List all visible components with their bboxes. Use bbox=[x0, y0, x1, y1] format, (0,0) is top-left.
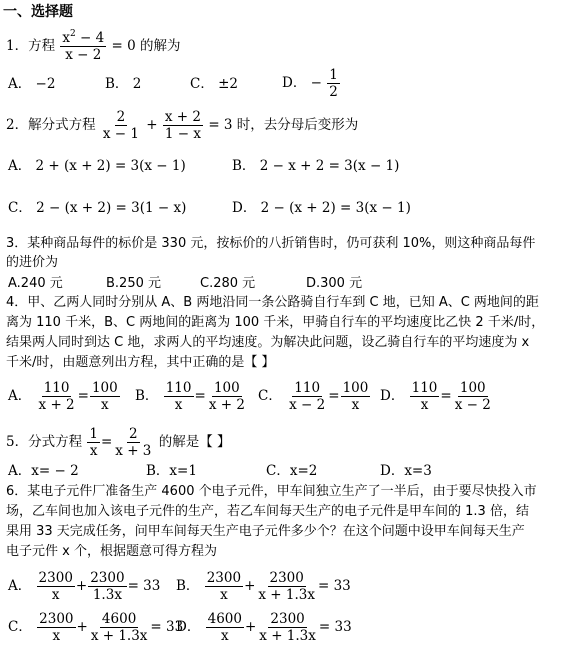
q4-line-3: 结果两人同时到达 C 地，求两人的平均速度。为解决此问题，设乙骑自行车的平均速度为 x bbox=[6, 335, 530, 350]
q4-line-1: 4．甲、乙两人同时分别从 A、B 两地沿同一条公路骑自行车到 C 地，已知 A、C 两地间的距 bbox=[6, 295, 539, 310]
q5-option-b[interactable]: B．x=1 bbox=[146, 463, 197, 479]
q2-fraction-1: $\frac{2}{x - 1}$ bbox=[102, 109, 139, 143]
q5-option-d[interactable]: D．x=3 bbox=[380, 463, 432, 479]
q6-line-1: 6．某电子元件厂准备生产 4600 个电子元件，甲车间独立生产了一半后，由于要尽快投入市 bbox=[6, 484, 537, 499]
q3-option-d[interactable]: D.300 元 bbox=[306, 276, 363, 291]
q4-option-a[interactable]: A． $\frac{110}{x + 2}$ = $\frac{100}{x}$ bbox=[8, 380, 118, 414]
q1-suffix: = 0 的解为 bbox=[111, 38, 181, 55]
q4-option-d[interactable]: D． $\frac{110}{x}$ = $\frac{100}{x - 2}$ bbox=[380, 380, 491, 414]
q6-option-b[interactable]: B． $\frac{2300}{x}$ + $\frac{2300}{x + 1.3x}$ = 33 bbox=[176, 570, 351, 604]
q1-option-c[interactable]: C． ±2 bbox=[190, 76, 239, 92]
q4-line-4: 千米/时，由题意列出方程，其中正确的是【 】 bbox=[6, 355, 275, 370]
q2-option-a[interactable]: A． 2 + (x + 2) = 3(x − 1) bbox=[8, 158, 186, 174]
q1-prefix: 1．方程 bbox=[6, 38, 56, 55]
q3-option-b[interactable]: B.250 元 bbox=[106, 276, 161, 291]
q6-line-3: 果用 33 天完成任务，问甲车间每天生产电子元件多少个？在这个问题中设甲车间每天生产 bbox=[6, 524, 525, 539]
q1-fraction: $\frac{x^2 - 4}{x - 2}$ bbox=[62, 29, 105, 64]
question-5: 5．分式方程 $\frac{1}{x}$ = $\frac{2}{x + 3}$ 的解是【 】 bbox=[6, 426, 231, 460]
q3-line-1: 3．某种商品每件的标价是 330 元，按标价的八折销售时，仍可获利 10%，则这种商品每件 bbox=[6, 236, 536, 251]
q1-option-d[interactable]: D． − $\frac{1}{2}$ bbox=[282, 67, 338, 101]
q5-option-a[interactable]: A．x= − 2 bbox=[8, 463, 79, 479]
question-1 bbox=[6, 31, 181, 62]
q6-line-2: 场，乙车间也加入该电子元件的生产，若乙车间每天生产的电子元件是甲车间的 1.3 倍，结 bbox=[6, 504, 529, 519]
q2-option-b[interactable]: B． 2 − x + 2 = 3(x − 1) bbox=[232, 158, 400, 174]
q5-option-c[interactable]: C．x=2 bbox=[266, 463, 318, 479]
q1-option-b[interactable]: B． 2 bbox=[105, 76, 142, 92]
q6-option-a[interactable]: A． $\frac{2300}{x}$ + $\frac{2300}{1.3x}$ = 33 bbox=[8, 570, 161, 604]
q1-option-a[interactable]: A． −2 bbox=[8, 76, 56, 92]
q4-line-2: 离为 110 千米，B、C 两地间的距离为 100 千米，甲骑自行车的平均速度比乙快 2 千米/时， bbox=[6, 315, 545, 330]
q6-option-c[interactable]: C． $\frac{2300}{x}$ + $\frac{4600}{x + 1.3x}$ = 33 bbox=[8, 611, 184, 645]
q2-option-d[interactable]: D． 2 − (x + 2) = 3(x − 1) bbox=[232, 200, 411, 216]
section-title: 一、选择题 bbox=[3, 4, 73, 20]
q3-option-c[interactable]: C.280 元 bbox=[200, 276, 256, 291]
q3-option-a[interactable]: A.240 元 bbox=[8, 276, 63, 291]
q2-option-c[interactable]: C． 2 − (x + 2) = 3(1 − x) bbox=[8, 200, 187, 216]
q2-fraction-2: $\frac{x + 2}{1 - x}$ bbox=[164, 109, 202, 143]
question-2: 2．解分式方程 $\frac{2}{x - 1}$ + $\frac{x + 2}{1 - x}$ = 3 时，去分母后变形为 bbox=[6, 109, 359, 143]
q6-line-4: 电子元件 x 个，根据题意可得方程为 bbox=[6, 544, 217, 559]
q4-option-b[interactable]: B． $\frac{110}{x}$ = $\frac{100}{x + 2}$ bbox=[135, 380, 245, 414]
q6-option-d[interactable]: D． $\frac{4600}{x}$ + $\frac{2300}{x + 1.3x}$ = 33 bbox=[176, 611, 352, 645]
q4-option-c[interactable]: C． $\frac{110}{x - 2}$ = $\frac{100}{x}$ bbox=[258, 380, 369, 414]
q3-line-2: 的进价为 bbox=[6, 255, 59, 270]
